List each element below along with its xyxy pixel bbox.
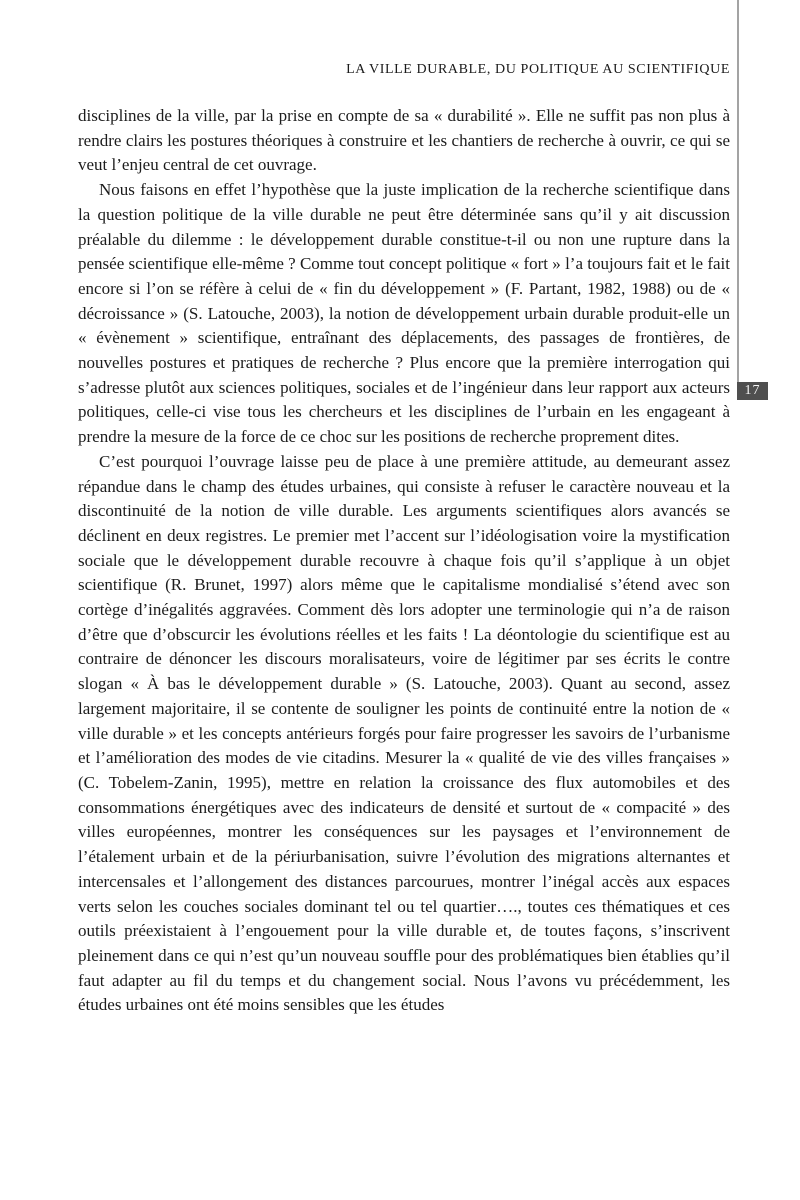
paragraph: C’est pourquoi l’ouvrage laisse peu de place à une première attitude, au demeurant assez répandue dans le champ des études urbaines, qui consiste à refuser le caractère nouveau et la discontinuité de la notion de ville durable. Les arguments scientifiques alors avancés se déclinent en deux registres. Le premier met l’accent sur l’idéologisation voire la mystification sociale que le développement durable recouvre à chaque fois qu’il s’applique à un objet scientifique (R. Brunet, 1997) alors même que le capitalisme mondialisé s’étend avec son cortège d’inégalités aggravées. Comment dès lors adopter une terminologie qui n’a de raison d’être que d’obscurcir les évolutions réelles et les faits ! La déontologie du scientifique est au contraire de dénoncer les discours moralisateurs, voire de légitimer par ses écrits le contre slogan « À bas le développement durable » (S. Latouche, 2003). Quant au second, assez largement majoritaire, il se contente de souligner les points de continuité entre la notion de « ville durable » et les concepts antérieurs forgés pour faire progresser les savoirs de l’urbanisme et l’amélioration des modes de vie citadins. Mesurer la « qualité de vie des villes françaises » (C. Tobelem-Zanin, 1995), mettre en relation la croissance des flux automobiles et des consommations énergétiques avec des indicateurs de densité et surtout de « compacité » des villes européennes, montrer les conséquences sur les paysages et l’environnement de l’étalement urbain et de la périurbanisation, suivre l’évolution des migrations alternantes et intercensales et l’allongement des distances parcourues, montrer l’inégal accès aux espaces verts selon les couches sociales dominant tel ou tel quartier…., toutes ces thématiques et ces outils préexistaient à l’engouement pour la ville durable et, de toutes façons, s’inscrivent pleinement dans ce qui n’est qu’un nouveau souffle pour des problématiques bien établies qu’il faut adapter au fil du temps et du changement social. Nous l’avons vu précédemment, les études urbaines ont été moins sensibles que les études bbox=[78, 451, 730, 1015]
margin-rule bbox=[737, 0, 739, 382]
page-number-badge: 17 bbox=[737, 382, 768, 400]
paragraph: Nous faisons en effet l’hypothèse que la juste implication de la recherche scientifique dans la question politique de la ville durable ne peut être déterminée sans qu’il y ait discussion préalable du dilemme : le développement durable constitue-t-il ou non une rupture dans la pensée scientifique elle-même ? Comme tout concept politique « fort » l’a toujours fait et le fait encore si l’on se réfère à celui de « fin du développement » (F. Partant, 1982, 1988) ou de « décroissance » (S. Latouche, 2003), la notion de développement urbain durable produit-elle un « évènement » scientifique, entraînant des déplacements, des passages de frontières, de nouvelles postures et pratiques de recherche ? Plus encore que la première interrogation qui s’adresse plutôt aux sciences politiques, sociales et de l’ingénieur dans leur rapport aux acteurs politiques, celle-ci vise tous les chercheurs et les disciplines de l’urbain en les engageant à prendre la mesure de la force de ce choc sur les positions de recherche proprement dites. bbox=[78, 180, 730, 447]
body-text bbox=[78, 104, 730, 1018]
paragraph-continuation: disciplines de la ville, par la prise en compte de sa « durabilité ». Elle ne suffit pas non plus à rendre clairs les postures théoriques à construire et les chantiers de recherche à ouvrir, ce qui se veut l’enjeu central de cet ouvrage. bbox=[78, 106, 730, 175]
running-header: LA VILLE DURABLE, DU POLITIQUE AU SCIENTIFIQUE bbox=[346, 62, 730, 77]
